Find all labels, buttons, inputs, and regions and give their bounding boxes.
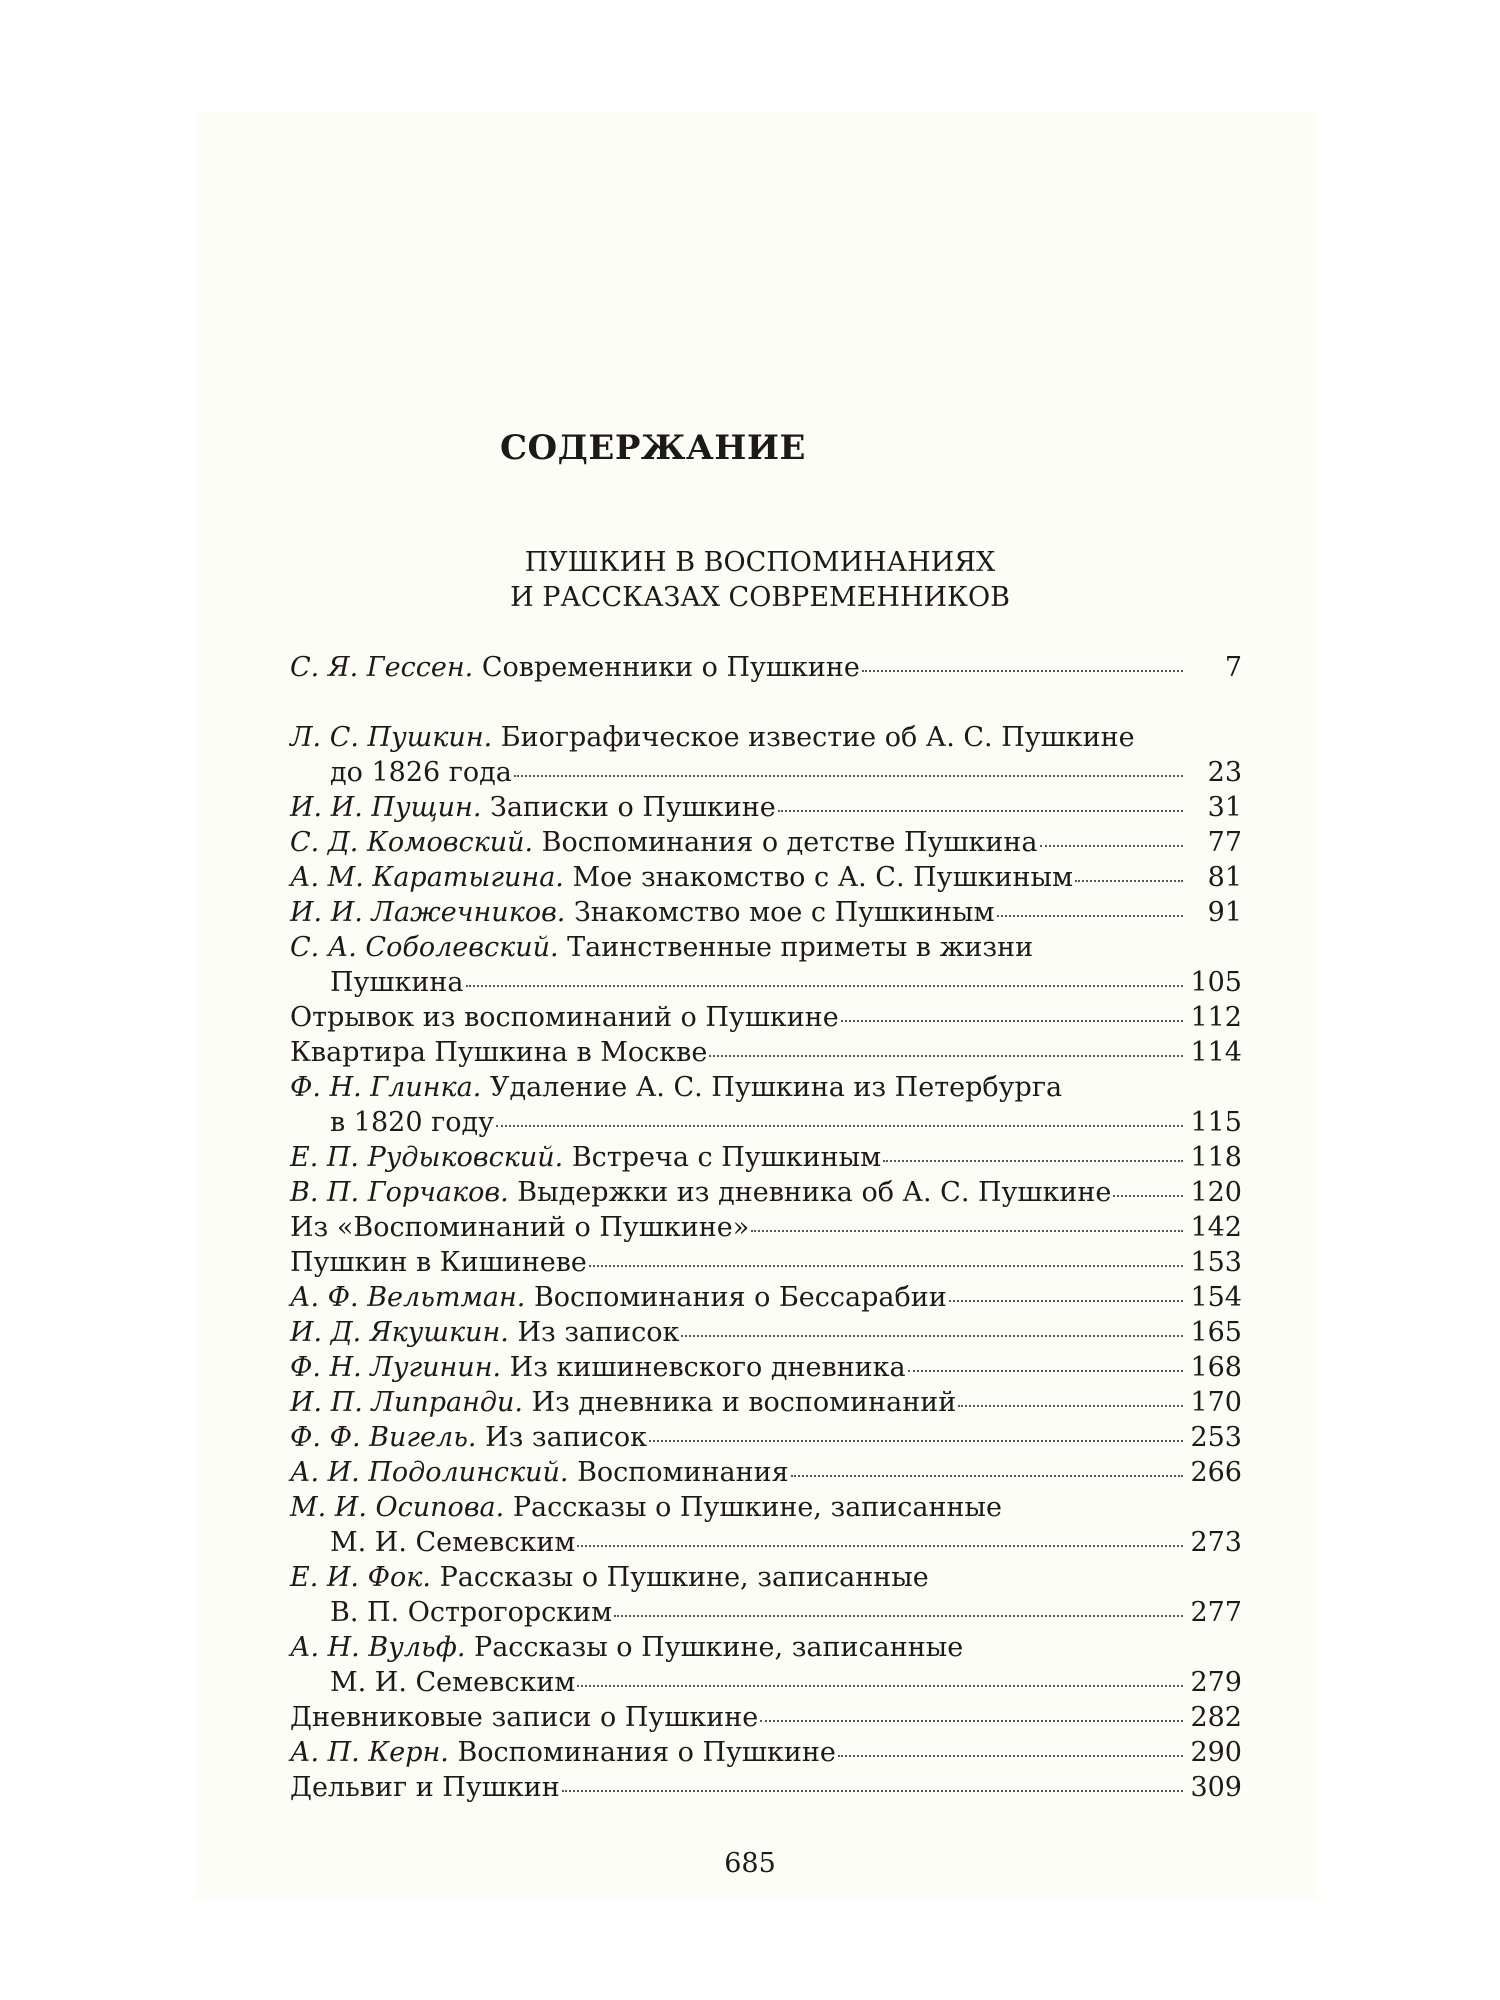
toc-entry-continuation: до 1826 года xyxy=(330,757,512,788)
toc-entry-page: 266 xyxy=(1190,1457,1242,1488)
toc-entry-author: В. П. Горчаков. xyxy=(290,1177,509,1208)
toc-entry-title: Из кишиневского дневника xyxy=(509,1352,906,1383)
section-title-line-1: ПУШКИН В ВОСПОМИНАНИЯХ xyxy=(524,547,996,578)
toc-entry-continuation-line xyxy=(290,1595,1242,1630)
toc-entry-page: 115 xyxy=(1190,1107,1242,1138)
toc-entry-text xyxy=(290,860,1073,895)
toc-entry-continuation: М. И. Семевским xyxy=(330,1527,576,1558)
toc-entry-page: 290 xyxy=(1190,1737,1242,1768)
toc-entry xyxy=(290,1140,1242,1175)
toc-entry-page: 77 xyxy=(1207,827,1242,858)
toc-entry-line xyxy=(290,825,1242,860)
toc-entry-title: Воспоминания xyxy=(577,1457,789,1488)
toc-entry-title: Квартира Пушкина в Москве xyxy=(290,1037,708,1068)
dot-leader xyxy=(838,1755,1183,1757)
dot-leader xyxy=(496,1125,1183,1127)
toc-entry-page: 273 xyxy=(1190,1527,1242,1558)
toc-entry-title: Дельвиг и Пушкин xyxy=(290,1772,560,1803)
toc-spacer xyxy=(290,685,1242,720)
toc-entry-author: И. И. Пущин. xyxy=(290,792,482,823)
toc-entry-line xyxy=(290,1070,1242,1105)
dot-leader xyxy=(562,1790,1183,1792)
toc-entry-line xyxy=(290,1770,1242,1805)
toc-entry-title: Из записок xyxy=(485,1422,647,1453)
toc-entry-line xyxy=(290,1350,1242,1385)
toc-entry-title: Дневниковые записи о Пушкине xyxy=(290,1702,759,1733)
toc-entry-line xyxy=(290,650,1242,685)
toc-entry xyxy=(290,790,1242,825)
toc-entry-page: 253 xyxy=(1190,1422,1242,1453)
toc-entry-author: А. М. Каратыгина. xyxy=(290,862,564,893)
toc-entry-continuation: в 1820 году xyxy=(330,1107,494,1138)
toc-entry xyxy=(290,1070,1242,1140)
toc-entry-text xyxy=(290,895,995,930)
toc-entry-author: И. П. Липранди. xyxy=(290,1387,523,1418)
toc-entry xyxy=(290,1455,1242,1490)
toc-entry-continuation-line xyxy=(290,965,1242,1000)
toc-entry xyxy=(290,1210,1242,1245)
contents-heading: СОДЕРЖАНИЕ xyxy=(500,428,806,468)
toc-entry-title: Встреча с Пушкиным xyxy=(571,1142,882,1173)
toc-entry-text xyxy=(290,1350,906,1385)
toc-entry-line xyxy=(290,1420,1242,1455)
toc-entry-title: Воспоминания о детстве Пушкина xyxy=(541,827,1038,858)
toc-entry-page: 112 xyxy=(1190,1002,1242,1033)
section-title-line-2: И РАССКАЗАХ СОВРЕМЕННИКОВ xyxy=(510,582,1010,613)
toc-entry xyxy=(290,1630,1242,1700)
toc-entry-author: Ф. Ф. Вигель. xyxy=(290,1422,477,1453)
toc-entry-title: Рассказы о Пушкине, записанные xyxy=(512,1492,1002,1523)
toc-entry-author: М. И. Осипова. xyxy=(290,1492,505,1523)
dot-leader xyxy=(958,1405,1183,1407)
toc-entry-continuation-line xyxy=(290,755,1242,790)
page-number: 685 xyxy=(724,1848,776,1879)
toc-entry xyxy=(290,1700,1242,1735)
toc-entry-line xyxy=(290,720,1242,755)
toc-entry-author: А. И. Подолинский. xyxy=(290,1457,569,1488)
toc-entry-text xyxy=(290,1000,839,1035)
toc-entry xyxy=(290,1035,1242,1070)
toc-entry-line xyxy=(290,1630,1242,1665)
toc-entry-line xyxy=(290,1700,1242,1735)
toc-entry-page: 118 xyxy=(1190,1142,1242,1173)
dot-leader xyxy=(883,1160,1183,1162)
toc-entry-text xyxy=(290,1420,647,1455)
toc-entry xyxy=(290,895,1242,930)
toc-entry-author: А. Ф. Вельтман. xyxy=(290,1282,526,1313)
toc-entry-title: Записки о Пушкине xyxy=(490,792,776,823)
dot-leader xyxy=(1040,845,1183,847)
toc-entry-page: 31 xyxy=(1207,792,1242,823)
toc-entry-line xyxy=(290,1455,1242,1490)
toc-entry-text xyxy=(290,825,1038,860)
dot-leader xyxy=(908,1370,1183,1372)
toc-entry-text xyxy=(290,1560,929,1595)
toc-entry-text xyxy=(290,1770,560,1805)
toc-entry-title: Современники о Пушкине xyxy=(481,652,860,683)
dot-leader xyxy=(709,1055,1183,1057)
toc-entry xyxy=(290,825,1242,860)
toc-entry-author: С. Д. Комовский. xyxy=(290,827,534,858)
toc-entry-line xyxy=(290,1280,1242,1315)
toc-entry-line xyxy=(290,790,1242,825)
dot-leader xyxy=(681,1335,1183,1337)
toc-entry-text xyxy=(290,1630,963,1665)
toc-entry xyxy=(290,1315,1242,1350)
toc-entry-title: Из «Воспоминаний о Пушкине» xyxy=(290,1212,750,1243)
dot-leader xyxy=(778,810,1183,812)
toc-entry-continuation-line xyxy=(290,1665,1242,1700)
table-of-contents xyxy=(290,650,1242,1805)
toc-entry-text xyxy=(290,1035,707,1070)
toc-entry-line xyxy=(290,895,1242,930)
toc-entry-page: 153 xyxy=(1190,1247,1242,1278)
toc-entry xyxy=(290,1420,1242,1455)
toc-entry-page: 114 xyxy=(1190,1037,1242,1068)
dot-leader xyxy=(949,1300,1183,1302)
toc-entry-text xyxy=(290,930,1033,965)
toc-entry-line xyxy=(290,930,1242,965)
toc-entry-author: Ф. Н. Глинка. xyxy=(290,1072,482,1103)
toc-entry-line xyxy=(290,1385,1242,1420)
toc-entry-page: 91 xyxy=(1207,897,1242,928)
toc-entry-page: 120 xyxy=(1190,1177,1242,1208)
toc-entry-author: А. П. Керн. xyxy=(290,1737,449,1768)
toc-entry-author: Л. С. Пушкин. xyxy=(290,722,493,753)
toc-entry-text xyxy=(290,1280,947,1315)
toc-entry-line xyxy=(290,1315,1242,1350)
dot-leader xyxy=(649,1440,1183,1442)
toc-entry-author: С. Я. Гессен. xyxy=(290,652,474,683)
toc-entry xyxy=(290,1000,1242,1035)
toc-entry-text xyxy=(290,1455,789,1490)
toc-entry-text xyxy=(290,1490,1002,1525)
toc-entry-title: Таинственные приметы в жизни xyxy=(567,932,1034,963)
toc-entry-author: С. А. Соболевский. xyxy=(290,932,559,963)
toc-entry-author: Е. П. Рудыковский. xyxy=(290,1142,564,1173)
toc-entry-title: Рассказы о Пушкине, записанные xyxy=(474,1632,964,1663)
toc-entry xyxy=(290,1175,1242,1210)
toc-entry-title: Биографическое известие об А. С. Пушкине xyxy=(500,722,1135,753)
dot-leader xyxy=(1113,1195,1183,1197)
toc-entry xyxy=(290,1490,1242,1560)
dot-leader xyxy=(862,670,1183,672)
toc-entry-text xyxy=(290,1245,587,1280)
toc-entry-line xyxy=(290,860,1242,895)
dot-leader xyxy=(466,985,1184,987)
toc-entry-line xyxy=(290,1735,1242,1770)
toc-entry-text xyxy=(290,1070,1062,1105)
dot-leader xyxy=(614,1615,1183,1617)
toc-entry-text xyxy=(290,1700,758,1735)
toc-entry-text xyxy=(290,1175,1111,1210)
toc-entry-text xyxy=(290,1140,881,1175)
toc-entry-continuation: М. И. Семевским xyxy=(330,1667,576,1698)
toc-entry-line xyxy=(290,1245,1242,1280)
toc-entry-continuation: Пушкина xyxy=(330,967,464,998)
toc-entry-continuation-line xyxy=(290,1525,1242,1560)
toc-entry-page: 279 xyxy=(1190,1667,1242,1698)
toc-entry-title: Отрывок из воспоминаний о Пушкине xyxy=(290,1002,839,1033)
toc-entry-continuation: В. П. Острогорским xyxy=(330,1597,613,1628)
toc-entry-title: Мое знакомство с А. С. Пушкиным xyxy=(572,862,1074,893)
toc-entry-title: Удаление А. С. Пушкина из Петербурга xyxy=(489,1072,1063,1103)
toc-entry-author: Ф. Н. Лугинин. xyxy=(290,1352,502,1383)
toc-entry-page: 168 xyxy=(1190,1352,1242,1383)
dot-leader xyxy=(589,1265,1183,1267)
toc-entry-page: 81 xyxy=(1207,862,1242,893)
toc-entry-line xyxy=(290,1210,1242,1245)
toc-entry xyxy=(290,1245,1242,1280)
toc-entry-page: 105 xyxy=(1190,967,1242,998)
toc-entry-text xyxy=(290,1210,749,1245)
toc-entry xyxy=(290,930,1242,1000)
dot-leader xyxy=(791,1475,1183,1477)
toc-entry-page: 282 xyxy=(1190,1702,1242,1733)
toc-entry-page: 277 xyxy=(1190,1597,1242,1628)
toc-entry-text xyxy=(290,650,860,685)
toc-entry xyxy=(290,650,1242,685)
toc-entry-title: Знакомство мое с Пушкиным xyxy=(573,897,995,928)
toc-entry-page: 154 xyxy=(1190,1282,1242,1313)
toc-entry xyxy=(290,1770,1242,1805)
toc-entry-text xyxy=(290,1735,836,1770)
toc-entry-text xyxy=(290,790,776,825)
toc-entry-page: 309 xyxy=(1190,1772,1242,1803)
toc-entry-continuation-line xyxy=(290,1105,1242,1140)
toc-entry-title: Пушкин в Кишиневе xyxy=(290,1247,587,1278)
toc-entry-author: А. Н. Вульф. xyxy=(290,1632,466,1663)
toc-entry-title: Из записок xyxy=(517,1317,680,1348)
toc-entry-page: 165 xyxy=(1190,1317,1242,1348)
toc-entry xyxy=(290,1280,1242,1315)
toc-entry xyxy=(290,860,1242,895)
dot-leader xyxy=(841,1020,1183,1022)
dot-leader xyxy=(997,915,1183,917)
toc-entry-title: Воспоминания о Пушкине xyxy=(457,1737,836,1768)
toc-entry-line xyxy=(290,1000,1242,1035)
toc-entry-title: Воспоминания о Бессарабии xyxy=(533,1282,947,1313)
toc-entry-title: Рассказы о Пушкине, записанные xyxy=(439,1562,929,1593)
toc-entry xyxy=(290,1350,1242,1385)
toc-entry-page: 7 xyxy=(1224,652,1242,683)
toc-entry-line xyxy=(290,1035,1242,1070)
toc-entry-text xyxy=(290,1315,679,1350)
toc-entry xyxy=(290,1560,1242,1630)
section-title xyxy=(420,545,1100,615)
toc-entry-author: И. Д. Якушкин. xyxy=(290,1317,509,1348)
toc-entry-text xyxy=(290,1385,956,1420)
toc-entry xyxy=(290,720,1242,790)
toc-entry-title: Из дневника и воспоминаний xyxy=(531,1387,957,1418)
toc-entry-line xyxy=(290,1490,1242,1525)
dot-leader xyxy=(760,1720,1183,1722)
toc-entry-author: Е. И. Фок. xyxy=(290,1562,431,1593)
toc-entry-author: И. И. Лажечников. xyxy=(290,897,566,928)
toc-entry-text xyxy=(290,720,1135,755)
toc-entry-line xyxy=(290,1560,1242,1595)
toc-entry xyxy=(290,1735,1242,1770)
toc-entry-line xyxy=(290,1175,1242,1210)
dot-leader xyxy=(577,1545,1183,1547)
dot-leader xyxy=(1075,880,1183,882)
toc-entry-title: Выдержки из дневника об А. С. Пушкине xyxy=(517,1177,1112,1208)
dot-leader xyxy=(751,1230,1183,1232)
toc-entry xyxy=(290,1385,1242,1420)
toc-entry-page: 23 xyxy=(1207,757,1242,788)
dot-leader xyxy=(577,1685,1183,1687)
toc-entry-line xyxy=(290,1140,1242,1175)
toc-entry-page: 142 xyxy=(1190,1212,1242,1243)
dot-leader xyxy=(514,775,1183,777)
toc-entry-page: 170 xyxy=(1190,1387,1242,1418)
